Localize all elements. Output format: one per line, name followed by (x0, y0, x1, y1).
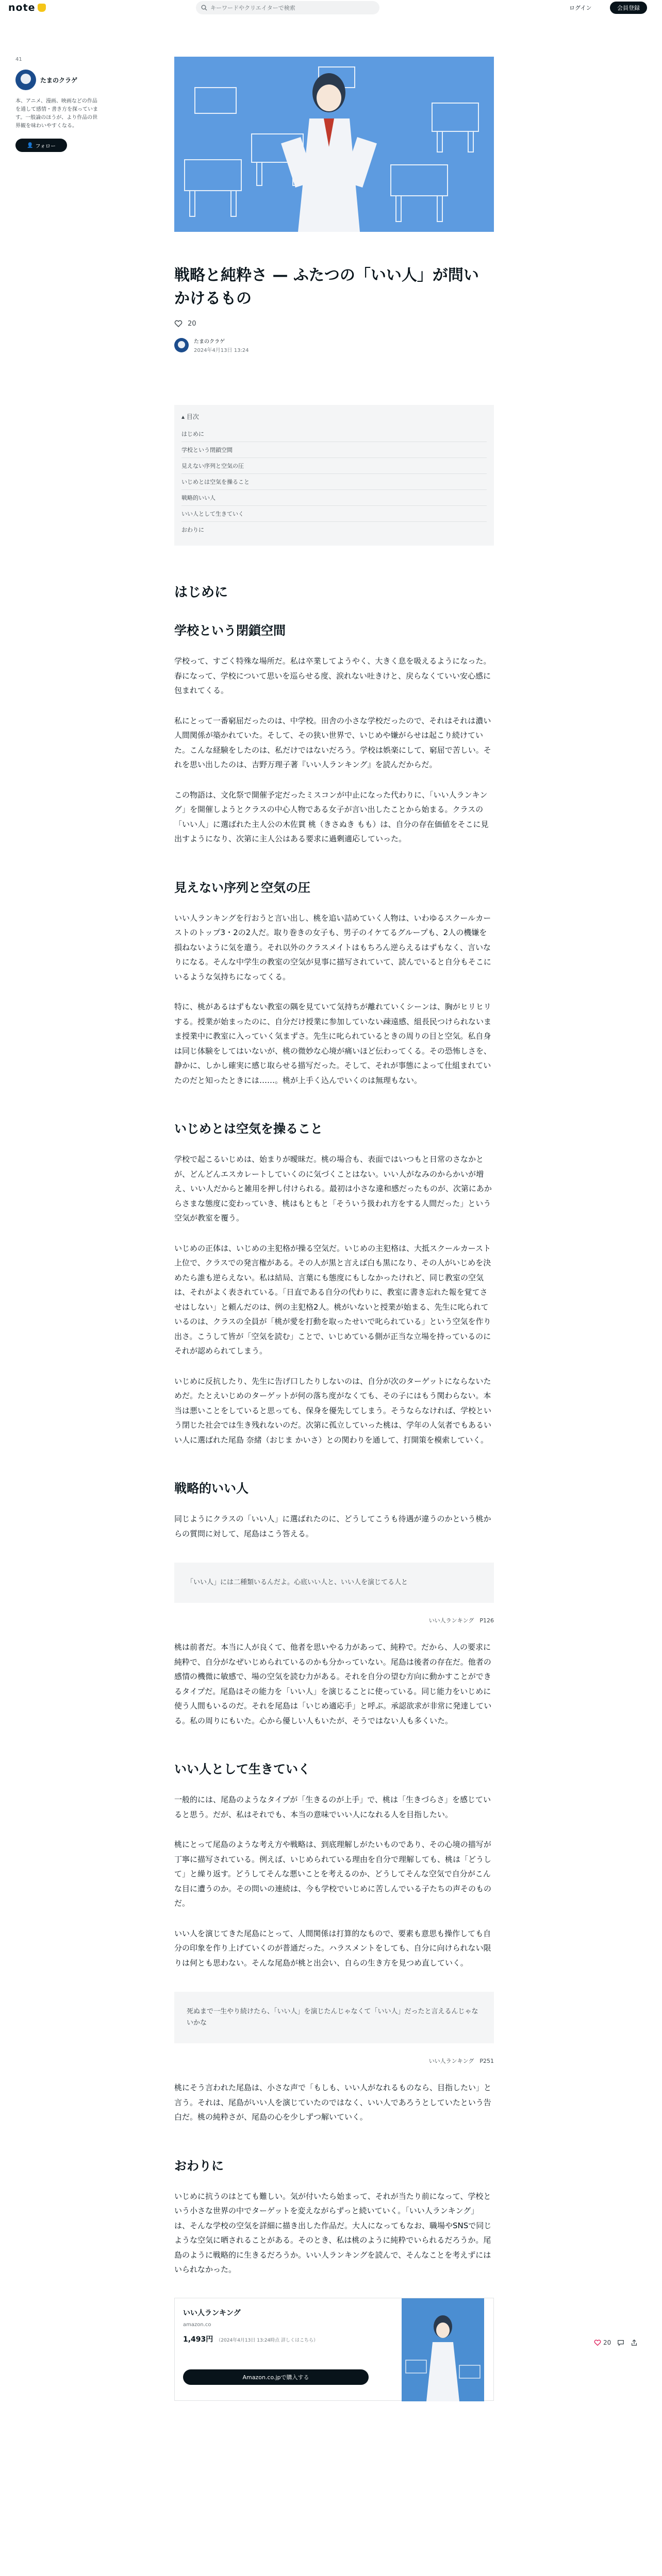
article (174, 57, 494, 2401)
buy-button[interactable]: Amazon.co.jpで購入する (183, 2369, 369, 2385)
heart-icon[interactable] (174, 319, 183, 328)
author-name[interactable]: たまのクラゲ (194, 339, 225, 345)
article-title: 戦略と純粋さ — ふたつの「いい人」が問いかけるもの (174, 266, 479, 308)
paragraph: この物語は、文化祭で開催予定だったミスコンが中止になった代わりに、「いい人ランキング」を開催しようとクラスの中心人物である女子が言い出したことから始まる。クラスの「いい人」に選ばれた主人公の木佐貫 桃（きさぬき もも）は、自分の存在価値をそこに見出すようになり、次第に主人公はある要求に過剰適応していった。 (174, 790, 489, 843)
book-site: amazon.co (183, 2321, 211, 2328)
toc-item[interactable]: 見えない序列と空気の圧 (181, 458, 487, 474)
blockquote: 「いい人」には二種類いるんだよ。心底いい人と、いい人を演じてる人と (174, 1563, 494, 1603)
section-heading: 戦略的いい人 (174, 1481, 249, 1496)
table-of-contents (174, 405, 494, 546)
book-card[interactable] (174, 2298, 494, 2401)
paragraph: いじめに反抗したり、先生に告げ口したりしないのは、自分が次のターゲットにならないためだ。たとえいじめのターゲットが何の落ち度がなくても、その子にはもう関わらない。本当は悪いことをしていると思っても、保身を優先してしまう。そうならなければ、学校という閉じた社会では生き残れないのだ。次第に孤立していった桃は、学年の人気者でもあるいい人に選ばれた尾島 奈緒（おじま かいさ）との関わりを通して、打開策を模索していく。 (174, 1376, 492, 1445)
paragraph: 学校って、すごく特殊な場所だ。私は卒業してようやく、大きく息を吸えるようになった。春になって、学校について思いを巡らせる度、涙れない吐きけと、戻らなくていい安心感に包まれてくる。 (174, 656, 491, 695)
paragraph: 同じようにクラスの「いい人」に選ばれたのに、どうしてこうも待遇が違うのかという桃からの質問に対して、尾島はこう答える。 (174, 1514, 491, 1538)
site-header (0, 0, 662, 15)
like-count: 20 (188, 319, 196, 328)
avatar[interactable] (15, 70, 36, 90)
toc-title: 目次 (186, 413, 199, 420)
follow-button[interactable] (15, 139, 67, 152)
creator-name[interactable]: たまのクラゲ (40, 76, 78, 84)
signup-button[interactable]: 会員登録 (610, 2, 647, 14)
like-row (174, 319, 494, 328)
share-icon (631, 2339, 638, 2346)
publish-date: 2024年4月13日 13:24 (194, 348, 249, 353)
paragraph: 桃にそう言われた尾島は、小さな声で「もしも、いい人がなれるものなら、目指したい」と言う。それは、尾島がいい人を演じていたのではなく、いい人であろうとしていたという告白だ。桃の純粋さが、尾島の心を少しずつ解いていく。 (174, 2083, 492, 2122)
paragraph: いじめの正体は、いじめの主犯格が操る空気だ。いじめの主犯格は、大抵スクールカースト上位で、クラスでの発言権がある。その人が黒と言えば白も黒になり、その人がいじめを決めたら誰も逆らえない。私は結局、言葉にも態度にもしなかったけれど、同じ教室の空気は、それがよく表されている。「日直である自分の代わりに、教室に書き忘れた報を覚てさせはしない」と頼んだのは、例の主犯格2人。桃がいないと授業が始まる、先生に叱られているのは、クラスの全員が「桃が愛を打動を取ったせいで叱られている」という空気を作り出さ。こうして皆が「空気を読む」ことで、いじめている側が正当な立場を持っているのにそれが認められてしまう。 (174, 1243, 491, 1355)
toc-header[interactable] (181, 412, 487, 421)
toc-item[interactable]: いじめとは空気を操ること (181, 474, 487, 490)
toc-item[interactable]: はじめに (181, 426, 487, 442)
section-heading: いじめとは空気を操ること (174, 1122, 323, 1136)
section-heading: 学校という閉鎖空間 (174, 623, 286, 638)
login-button[interactable]: ログイン (569, 5, 592, 11)
share-button[interactable] (631, 2339, 638, 2346)
paragraph: 私にとって一番窮屈だったのは、中学校。田舎の小さな学校だったので、それはそれは濃い人間関係が築かれていた。そして、その狭い世界で、いじめや嫌がらせは起こり続けていた。こんな経験をしたのは、私だけではないだろう。学校は娯楽にして、窮屈で苦しい。それを思い出したのは、吉野万理子著『いい人ランキング』を読んだからだ。 (174, 716, 491, 769)
chevron-up-icon: ▴ (181, 413, 187, 420)
blockquote: 死ぬまで一生やり続けたら、「いい人」を演じたんじゃなくて「いい人」だったと言えるんじゃないかな (174, 1992, 494, 2043)
search-input[interactable] (196, 1, 379, 14)
paragraph: 学校で起こるいじめは、始まりが曖昧だ。桃の場合も、表面ではいつもと日常のさなかとが、どんどんエスカレートしていくのに気づくことはない。いい人がなみのからかいが増え、いい人だからと雑用を押し付けられる。最初は小さな違和感だったものが、次第にあからさまな態度に変わっていき、桃はもともと「そういう扱われ方をする人間だった」という空気が教室を覆う。 (174, 1155, 492, 1223)
section-heading: おわりに (174, 2158, 224, 2173)
paragraph: 特に、桃があるはずもない教室の隅を見ていて気持ちが離れていくシーンは、胸がヒリヒリする。授業が始まったのに、自分だけ授業に参加していない疎遠感、組長民つけられないまま授業中に教室に入っていく気まずさ。先生に叱られているときの周りの目と空気。私自身は同じ体験をしてはいないが、桃の微妙な心境が痛いほど伝わってくる。その恐怖しさを、静かに、しかし確実に感じ取らせる描写だった。そして、それが事態によって仕組まれていたのだと知ったときには……。桃が上手く込んでいくのは無理もない。 (174, 1002, 492, 1085)
creator-sidebar (15, 57, 98, 152)
creator-profile[interactable] (15, 70, 98, 90)
paragraph: いじめに抗うのはとても難しい。気が付いたら始まって、それが当たり前になって、学校という小さな世界の中でターゲットを変えながらずっと続いていく。「いい人ランキング」は、そんな学校の空気を詳細に描き出した作品だ。大人になってもなお、職場やSNSで同じような空気に晒されることがある。そのとき、私は桃のように純粋でいられるだろうか。尾島のように戦略的に生きるだろうか。いい人ランキングを読んで、そんなことを考えずにはいられなかった。 (174, 2191, 492, 2275)
comment-button[interactable] (617, 2339, 624, 2346)
toc-item[interactable]: おわりに (181, 527, 204, 533)
creator-bio: 本、アニメ、漫画、映画などの作品を通して感情・書き方を探っています。一般論のほうが、より作品の世界観を味わいやすくなる。 (15, 98, 98, 129)
toc-item[interactable]: 学校という閉鎖空間 (181, 442, 487, 458)
price-note: （2024年4月13日 13:24時点 詳しくはこちら） (216, 2337, 319, 2343)
paragraph: 一般的には、尾島のようなタイプが「生きるのが上手」で、桃は「生きづらさ」を感じていると思う。だが、私はそれでも、本当の意味でいい人になれる人を目指したい。 (174, 1795, 491, 1819)
heart-icon (594, 2339, 601, 2346)
comment-icon (617, 2339, 624, 2346)
like-button[interactable] (594, 2339, 611, 2346)
toc-item[interactable]: 戦略的いい人 (181, 490, 487, 506)
quote-citation: いい人ランキング P251 (428, 2058, 494, 2065)
price-value: 1,493円 (183, 2335, 213, 2344)
paragraph: いい人ランキングを行おうと言い出し、桃を追い詰めていく人物は、いわゆるスクールカーストのトップ3・2の2人だ。取り巻きの女子も、男子のイケてるグループも、2人の機嫌を損ねないように気を遣う。それ以外のクラスメイトはもちろん逆らえるはずもなく、言いなりになる。そんな中学生の教室の空気が見事に描写されていて、読んでいると自分もそこにいるような気持ちになってくる。 (174, 913, 491, 981)
section-heading: 見えない序列と空気の圧 (174, 880, 310, 895)
hero-image (174, 57, 494, 232)
quote-citation: いい人ランキング P126 (428, 1617, 494, 1624)
floating-actions (594, 2339, 638, 2346)
like-count: 20 (603, 2339, 611, 2346)
note-logo[interactable]: note (8, 2, 46, 13)
book-cover-image[interactable] (402, 2298, 484, 2401)
follow-label: フォロー (35, 143, 56, 149)
paragraph: 桃にとって尾島のような考え方や戦略は、到底理解しがたいものであり、その心境の描写が丁寧に描写されている。例えば、いじめられている理由を自分で理解しても、桃は「どうして」と繰り返す。どうしてそんな悪いことを考えるのか、どうしてそんな空気で自分がこんな目に遭うのか。その問いの連続は、今も学校でいじめに苦しんでいる子たちの声そのものだ。 (174, 1840, 492, 1908)
toc-item[interactable]: いい人として生きていく (181, 506, 487, 522)
paragraph: 桃は前者だ。本当に人が良くて、他者を思いやる力があって、純粋で。だから、人の要求に純粋で、自分がなぜいじめられているのかも分かっていない。尾島は後者の存在だ。他者の感情の機微に敏感で、場の空気を読む力がある。それを自分の望む方向に動かすことができるタイプだ。尾島はその能力を「いい人」を演じることに使っている。同じ能力をいじめに使う人間もいるのだ。それを尾島は「いじめ適応手」と呼ぶ。承認欲求が非常に発達している。私の周りにもいた。心から優しい人もいたが、そうではない人も多くいた。 (174, 1642, 492, 1725)
follower-count: 41 (15, 57, 22, 62)
section-heading: はじめに (174, 585, 228, 600)
book-title[interactable]: いい人ランキング (183, 2309, 241, 2317)
paragraph: いい人を演じてきた尾島にとって、人間関係は打算的なもので、要素も意思も操作しても自分の印象を作り上げていくのが普通だった。ハラスメントをしても、自分に向けられない限りは何とも思わない。そんな尾島が桃と出会い、自らの生き方を見つめ直していく。 (174, 1928, 491, 1968)
search-icon (201, 5, 207, 11)
avatar[interactable] (174, 338, 189, 352)
bell-icon (38, 4, 46, 12)
author-block[interactable] (174, 337, 494, 353)
person-icon: 👤 (27, 142, 34, 148)
section-heading: いい人として生きていく (174, 1762, 310, 1777)
search-placeholder: キーワードやクリエイターで検索 (210, 5, 295, 11)
